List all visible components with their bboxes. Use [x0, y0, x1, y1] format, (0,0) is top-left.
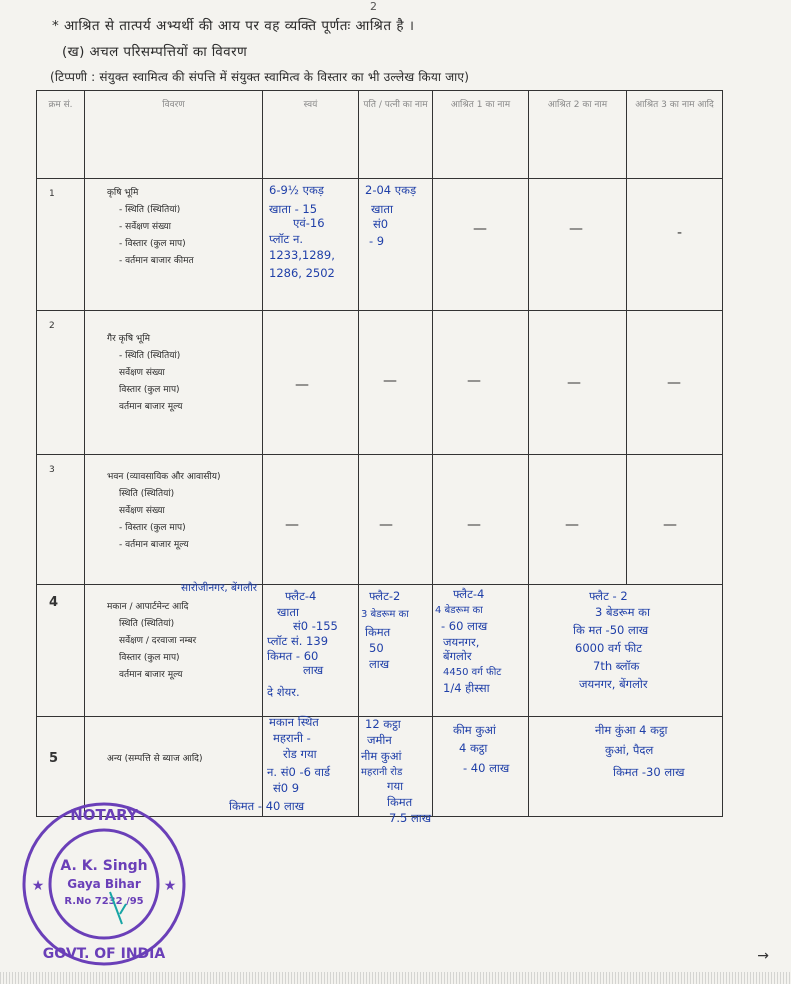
row-item: स्थिति (स्थितियां) [119, 619, 175, 629]
row-item: वर्तमान बाजार मूल्य [119, 670, 183, 680]
row-title: मकान / आपार्टमेन्ट आदि [107, 602, 189, 612]
handwritten-entry: एवं-16 [293, 216, 325, 230]
row-item: विस्तार (कुल माप) [119, 385, 180, 395]
handwritten-entry: 3 बेडरूम का [595, 605, 650, 619]
header-dependent-1: आश्रित 1 का नाम [433, 91, 529, 179]
handwritten-entry: सं0 -155 [293, 619, 338, 633]
handwritten-entry: 2-04 एकड़ [365, 183, 417, 197]
handwritten-entry: कुआं, पैदल [605, 743, 654, 757]
handwritten-entry: 7.5 लाख [389, 811, 432, 825]
header-description: विवरण [85, 91, 263, 179]
header-sn: क्रम सं. [37, 91, 85, 179]
handwritten-entry: प्लॉट सं. 139 [267, 634, 329, 648]
header-dependent-2: आश्रित 2 का नाम [529, 91, 627, 179]
handwritten-entry: रोड गया [283, 747, 317, 761]
cell-spouse [359, 585, 433, 717]
table-row [37, 585, 723, 717]
row-item: - सर्वेक्षण संख्या [119, 222, 171, 232]
handwritten-entry: किमत -30 लाख [613, 765, 685, 779]
cell-dependent-1 [433, 717, 529, 817]
handwritten-entry: फ्लैट-4 [453, 587, 485, 601]
row-sn: 1 [37, 179, 85, 311]
cell-spouse [359, 717, 433, 825]
row-sn: 2 [37, 311, 85, 455]
cell-dependent-1: — [433, 311, 529, 455]
handwritten-entry: मकान स्थित [269, 715, 319, 729]
cell-dependent-2: — [529, 179, 627, 311]
cell-spouse [359, 179, 433, 311]
cell-dependent-2: — [529, 455, 627, 585]
handwritten-entry: - 9 [369, 234, 385, 248]
stamp-bottom-text: GOVT. OF INDIA [42, 946, 166, 962]
scan-edge [0, 972, 791, 984]
cell-self [263, 585, 359, 717]
handwritten-entry: जयनगर, [443, 635, 480, 649]
row-item: - स्थिति (स्थितियां) [119, 351, 181, 361]
handwritten-entry: - 40 लाख [463, 761, 510, 775]
handwritten-entry: जयनगर, बेंगलोर [579, 677, 648, 691]
handwritten-entry: 12 कट्ठा [365, 717, 401, 731]
cell-dependent-2 [529, 717, 723, 817]
handwritten-entry: किमत - 40 लाख [229, 799, 305, 813]
stamp-name-text: A. K. Singh [60, 858, 148, 874]
handwritten-entry: नीम कुआं [361, 749, 402, 763]
handwritten-entry: महरानी - [273, 731, 311, 745]
cell-dependent-1 [433, 585, 529, 717]
row-item: सर्वेक्षण / दरवाजा नम्बर [119, 636, 197, 646]
row-item: - विस्तार (कुल माप) [119, 523, 186, 533]
page-number: 2 [370, 0, 377, 13]
header-self: स्वयं [263, 91, 359, 179]
handwritten-entry: 7th ब्लॉक [593, 659, 640, 673]
notary-stamp [12, 796, 202, 980]
svg-text:★: ★ [31, 878, 45, 894]
row-title: गैर कृषि भूमि [107, 334, 150, 344]
handwritten-entry: 4 बेडरूम का [435, 605, 483, 616]
handwritten-entry: फ्लैट - 2 [589, 589, 628, 603]
handwritten-entry: नीम कुंआ 4 कट्ठा [595, 723, 668, 737]
cell-dependent-3: - [627, 179, 723, 311]
cell-dependent-1: — [433, 455, 529, 585]
table-row [37, 455, 723, 585]
row-sn: 5 [37, 717, 85, 817]
handwritten-entry: - 60 लाख [441, 619, 488, 633]
cell-dependent-3: — [627, 455, 723, 585]
row-item: विस्तार (कुल माप) [119, 653, 180, 663]
dependent-note: * आश्रित से तात्पर्य अभ्यर्थी की आय पर वह व्यक्ति पूर्णतः आश्रित है । [52, 18, 415, 34]
row-title: भवन (व्यावसायिक और आवासीय) [107, 472, 221, 482]
cell-dependent-2 [529, 585, 723, 717]
row-sn: 3 [37, 455, 85, 585]
handwritten-entry: 4450 वर्ग फीट [443, 667, 502, 678]
handwritten-entry: गया [387, 779, 404, 793]
row-item: - वर्तमान बाजार कीमत [119, 256, 194, 266]
handwritten-entry: 6-9½ एकड़ [269, 183, 324, 197]
handwritten-entry: किमत - 60 [267, 649, 319, 663]
row-item: - वर्तमान बाजार मूल्य [119, 540, 189, 550]
handwritten-entry: लाख [303, 663, 324, 677]
handwritten-entry: कीम कुआं [453, 723, 496, 737]
row-description [85, 455, 263, 585]
handwritten-entry: 1286, 2502 [269, 266, 335, 280]
table-row [37, 179, 723, 311]
handwritten-entry: फ्लैट-4 [285, 589, 317, 603]
section-title: (ख) अचल परिसम्पत्तियों का विवरण [62, 44, 248, 60]
handwritten-entry: सं0 9 [273, 781, 300, 795]
handwritten-entry: 1233,1289, [269, 248, 335, 262]
header-spouse: पति / पत्नी का नाम [359, 91, 433, 179]
row-item: सर्वेक्षण संख्या [119, 506, 165, 516]
row-sn: 4 [37, 585, 85, 717]
handwritten-entry: फ्लैट-2 [369, 589, 401, 603]
handwritten-entry: जमीन [367, 733, 392, 747]
cell-spouse: — [359, 311, 433, 455]
svg-text:★: ★ [163, 878, 177, 894]
stamp-place-text: Gaya Bihar [67, 877, 141, 891]
row-description [85, 582, 263, 717]
handwritten-entry: 4 कट्ठा [459, 741, 488, 755]
cell-spouse: — [359, 455, 433, 585]
handwritten-entry: खाता - 15 [269, 202, 318, 216]
cell-self: — [263, 455, 359, 585]
row-item: - स्थिति (स्थितियां) [119, 205, 181, 215]
cell-dependent-3: — [627, 311, 723, 455]
handwritten-location: सारोजीनगर, बेंगलौर [181, 582, 258, 594]
row-item: वर्तमान बाजार मूल्य [119, 402, 183, 412]
handwritten-entry: दे शेयर. [267, 685, 300, 699]
table-row [37, 311, 723, 455]
handwritten-entry: बेंगलोर [443, 649, 472, 663]
stamp-reg-text: R.No 7232 /95 [64, 896, 144, 907]
row-item: स्थिति (स्थितियां) [119, 489, 175, 499]
handwritten-entry: किमत [365, 625, 391, 639]
handwritten-entry: लाख [369, 657, 390, 671]
cell-self [263, 179, 359, 311]
handwritten-entry: 50 [369, 641, 384, 655]
immovable-assets-table [36, 90, 723, 825]
handwritten-entry: न. सं0 -6 वार्ड [267, 765, 331, 779]
row-title: अन्य (सम्पत्ति से ब्याज आदि) [107, 754, 203, 764]
handwritten-entry: खाता [371, 202, 393, 216]
handwritten-entry: खाता [277, 605, 299, 619]
row-title: कृषि भूमि [107, 188, 139, 198]
row-description [85, 311, 263, 455]
handwritten-entry: प्लॉट न. [269, 232, 304, 246]
handwritten-entry: 6000 वर्ग फीट [575, 641, 643, 655]
handwritten-entry: किमत [387, 795, 413, 809]
handwritten-entry: कि मत -50 लाख [573, 623, 649, 637]
cell-self [229, 715, 359, 817]
handwritten-entry: महरानी रोड [361, 767, 403, 778]
row-item: - विस्तार (कुल माप) [119, 239, 186, 249]
row-description [85, 179, 263, 311]
handwritten-entry: सं0 [373, 217, 389, 231]
cell-dependent-1: — [433, 179, 529, 311]
stamp-top-text: NOTARY [70, 806, 138, 824]
joint-ownership-remark: (टिप्पणी : संयुक्त स्वामित्व की संपत्ति में संयुक्त स्वामित्व के विस्तार का भी उल्लेख किया जाए) [50, 70, 470, 84]
handwritten-entry: 3 बेडरूम का [361, 609, 409, 620]
page-mark: → [757, 948, 769, 964]
handwritten-entry: 1/4 हीस्सा [443, 681, 490, 695]
cell-dependent-2: — [529, 311, 627, 455]
cell-self: — [263, 311, 359, 455]
header-dependent-3: आश्रित 3 का नाम आदि [627, 91, 723, 179]
row-item: सर्वेक्षण संख्या [119, 368, 165, 378]
